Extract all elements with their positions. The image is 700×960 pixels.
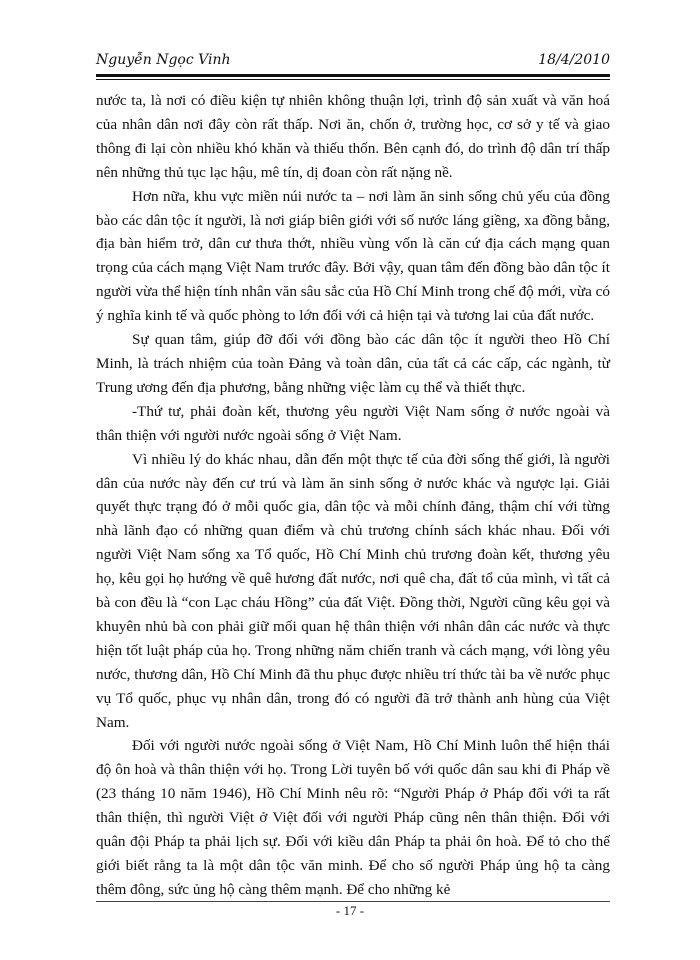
header-rule-thick [96,74,610,77]
page-number: - 17 - [335,903,365,918]
body-text [96,89,610,902]
paragraph-4: -Thứ tư, phải đoàn kết, thương yêu người Việt Nam sống ở nước ngoài và thân thiện với người nước ngoài sống ở Việt Nam. [96,402,610,444]
header-rule-thin [96,79,610,80]
paragraph-1: nước ta, là nơi có điều kiện tự nhiên không thuận lợi, trình độ sản xuất và văn hoá của nhân dân nơi đây còn rất thấp. Nơi ăn, chốn ở, trường học, cơ sở y tế và giao thông đi lại còn nhiều khó khăn và thiếu thốn. Bên cạnh đó, do trình độ dân trí thấp nên những thủ tục lạc hậu, mê tín, dị đoan còn rất nặng nề. [96,92,610,181]
header-author: Nguyễn Ngọc Vinh [96,52,231,68]
footer-rule [96,901,610,902]
paragraph-6: Đối với người nước ngoài sống ở Việt Nam, Hồ Chí Minh luôn thể hiện thái độ ôn hoà và thân thiện với họ. Trong Lời tuyên bố với quốc dân sau khi đi Pháp về (23 tháng 10 năm 1946), Hồ Chí Minh nêu rõ: “Người Pháp ở Pháp đối với ta rất thân thiện, thì người Việt ở Việt đối với người Pháp cũng nên thân thiện. Đối với quân đội Pháp ta phải lịch sự. Đối với kiều dân Pháp ta phải ôn hoà. Để tỏ cho thế giới biết rằng ta là một dân tộc văn minh. Để cho số người Pháp ủng hộ ta càng thêm đông, sức ủng hộ càng thêm mạnh. Để cho những kẻ [96,737,610,898]
paragraph-3: Sự quan tâm, giúp đỡ đối với đồng bào các dân tộc ít người theo Hồ Chí Minh, là trách nhiệm của toàn Đảng và toàn dân, của tất cả các cấp, các ngành, từ Trung ương đến địa phương, bằng những việc làm cụ thể và thiết thực. [96,331,610,396]
paragraph-2: Hơn nữa, khu vực miền núi nước ta – nơi làm ăn sinh sống chủ yếu của đồng bào các dân tộc ít người, là nơi giáp biên giới với số nước láng giềng, xa đồng bằng, địa bàn hiểm trở, dân cư thưa thớt, nhiều vùng vốn là căn cứ địa cách mạng quan trọng của cách mạng Việt Nam trước đây. Bởi vậy, quan tâm đến đồng bào dân tộc ít người vừa thể hiện tính nhân văn sâu sắc của Hồ Chí Minh trong chế độ mới, vừa có ý nghĩa kinh tế và quốc phòng to lớn đối với cả hiện tại và tương lai của đất nước. [96,187,610,325]
header-date: 18/4/2010 [538,52,610,68]
page-header [96,52,610,74]
paragraph-5: Vì nhiều lý do khác nhau, dẫn đến một thực tế của đời sống thế giới, là người dân của nước này đến cư trú và làm ăn sinh sống ở nước khác và ngược lại. Giải quyết thực trạng đó ở mỗi quốc gia, dân tộc và mỗi chính đảng, thậm chí với từng nhà lãnh đạo có những quan điểm và chủ trương chính sách khác nhau. Đối với người Việt Nam sống xa Tổ quốc, Hồ Chí Minh chủ trương đoàn kết, thương yêu họ, kêu gọi họ hướng về quê hương đất nước, nơi quê cha, đất tổ của mình, vì tất cả bà con đều là “con Lạc cháu Hồng” của đất Việt. Đồng thời, Người cũng kêu gọi và khuyên nhủ bà con phải giữ mối quan hệ thân thiện với nhân dân các nước và thực hiện tốt luật pháp của họ. Trong những năm chiến tranh và cách mạng, với lòng yêu nước, thương dân, Hồ Chí Minh đã thu phục được nhiều trí thức tài ba về nước phục vụ Tổ quốc, phục vụ nhân dân, trong đó có người đã trở thành anh hùng của Việt Nam. [96,450,610,731]
